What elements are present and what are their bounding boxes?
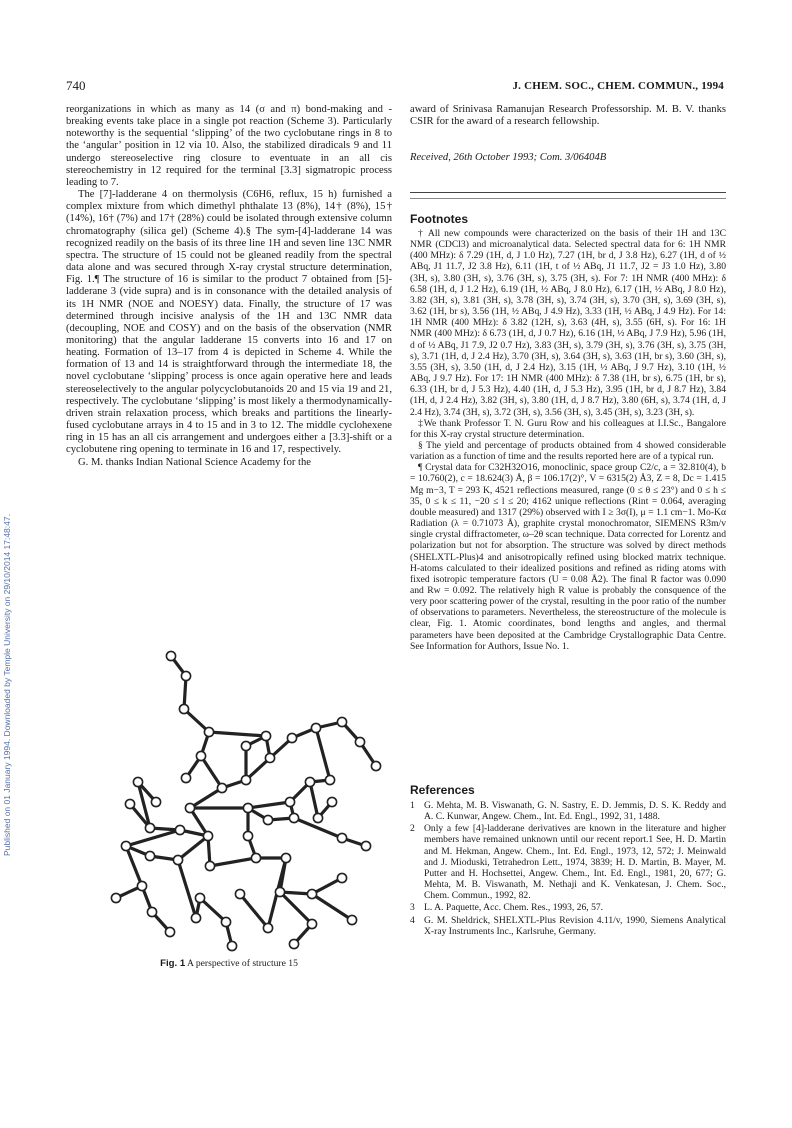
reference-number: 2 — [410, 823, 415, 835]
download-note — [2, 206, 16, 856]
atom — [145, 823, 154, 832]
atom — [181, 773, 190, 782]
atom — [241, 775, 250, 784]
atom — [281, 853, 290, 862]
footnote: † All new compounds were characterized on the basis of their 1H and 13C NMR (CDCl3) and microanalytical data. Selected spectral data for 6: 1H NMR (400 MHz): δ 7.29 (1H, d, J 1.0 Hz), 7.27 (1H, br d, J 3.8 Hz), 6.27 (1H, d of ½ ABq, J1 11.7, J2 3.8 Hz), 6.11 (1H, t of ½ ABq, J1 11.7, J2 = J3 1.0 Hz), 3.80 (3H, s), 3.80 (3H, s), 3.76 (3H, s), 3.75 (3H, s). For 7: 1H NMR (400 MHz): δ 6.58 (1H, d, J 1.2 Hz), 6.19 (1H, ½ ABq, J 8.0 Hz), 6.17 (1H, ½ ABq, J 8.0 Hz), 3.82 (3H, s), 3.81 (3H, s), 3.78 (3H, s), 3.74 (3H, s), 3.70 (3H, s), 3.69 (3H, s), 3.62 (1H, br s), 3.56 (1H, ½ ABq, J 4.9 Hz), 3.33 (1H, ½ ABq, J 4.9 Hz). For 14: 1H NMR (400 MHz): δ 3.82 (12H, s), 3.63 (4H, s), 3.55 (6H, s). For 16: 1H NMR (400 MHz): δ 6.73 (1H, d, J 0.7 Hz), 6.16 (1H, ½ ABq, J 7.9 Hz), 5.96 (1H, d of ½ ABq, J1 7.9, J2 0.7 Hz), 3.83 (3H, s), 3.79 (3H, s), 3.76 (3H, s), 3.75 (3H, s), 3.71 (1H, d, J 2.4 Hz), 3.70 (3H, s), 3.64 (3H, s), 3.63 (1H, br s), 3.60 (3H, s), 3.55 (3H, s), 3.50 (1H, d, J 2.4 Hz), 3.15 (1H, ½ ABq, J 9.7 Hz), 3.10 (1H, ½ ABq, J 9.7 Hz). For 17: 1H NMR (400 MHz): δ 7.38 (1H, br s), 6.75 (1H, br s), 6.33 (1H, br d, J 5.3 Hz), 4.40 (1H, d, J 5.3 Hz), 3.95 (1H, br d, J 8.7 Hz), 3.84 (1H, d, J 2.4 Hz), 3.82 (3H, s), 3.80 (1H, d, J 8.7 Hz), 3.80 (6H, s), 3.74 (1H, d, J 2.4 Hz), 3.74 (3H, s), 3.72 (3H, s), 3.56 (3H, s), 3.45 (3H, s), 3.23 (3H, s). — [410, 228, 726, 418]
atom — [181, 671, 190, 680]
atom — [289, 939, 298, 948]
bond — [178, 860, 196, 918]
reference-number: 1 — [410, 800, 415, 811]
footnote-list — [410, 228, 726, 652]
body-paragraph: The [7]-ladderane 4 on thermolysis (C6H6, reflux, 15 h) furnished a complex mixture from which dimethyl phthalate 13 (8%), 14† (8%), 15† (14%), 16† (7%) and 17† (28%) could be isolated through extensive column chromatography (silica gel) (Scheme 4).§ The sym-[4]-ladderane 14 was recognized readily on the basis of its three line 1H and seven line 13C NMR spectra. The structure of 15 could not be gleaned readily from the spectral data alone and was secured through X-ray crystal structure determination, Fig. 1.¶ The structure of 16 is similar to the product 7 obtained from [5]-ladderane 3 (vide supra) and is in consonance with the detailed analysis of its 1H NMR (NOE and NOESY) data. Finally, the structure of 17 was determined through incisive analysis of the 1H and 13C NMR data (decoupling, NOE and COSY) and on the basis of the observation (NMR monitoring) that the angular ladderane 15 converts into 16 and 17 on heating. Formation of 13–17 from 4 is depicted in Scheme 4. While the formation of 13 and 14 is straightforward through the intermediate 18, the novel cyclobutane ‘slipping’ process is once again operative here and leads stereoselectively to the angular polycyclobutanoids 20 and 15 via 19 and 21, respectively. The cyclobutane ‘slipping’ is most likely a thermodynamically-driven strain relaxation process, which breaks and partitions the linearly-fused cyclobutane arrays in 4 to 15 and in 3 to 12. The middle cyclohexene ring in 15 has an all cis arrangement and undergoes either a [3.3]-shift or a cyclobutene ring opening to terminate in 16 and 17, respectively. — [66, 189, 392, 456]
footnote: ¶ Crystal data for C32H32O16, monoclinic, space group C2/c, a = 32.810(4), b = 10.760(2), c = 18.624(3) Å, β = 106.17(2)°, V = 6315(2) Å3, Z = 8, Dc = 1.415 Mg m−3, T = 293 K, 4521 reflections measured, range (0 ≤ θ ≤ 23°) and 0 ≤ h ≤ 35, 0 ≤ k ≤ 11, −20 ≤ l ≤ 20; 4162 unique reflections (Rint = 0.064, averaging double measured) and 1317 (29%) observed with I ≥ 3σ(I), μ = 1.1 cm−1. Mo-Kα Radiation (λ = 0.71073 Å), graphite crystal monochromator, SIEMENS R3m/v single crystal diffractometer, ω–2θ scan technique. Data corrected for Lorentz and polarization but not for absorption. The structure was solved by direct methods (SHELXTL-Plus)4 and anisotropically refined using blocked matrix technique. H-atoms calculated to their idealized positions and refined as riding atoms with fixed isotropic temperature factors (U = 0.08 Å2). The final R factor was 0.090 and Rw = 0.092. The relatively high R value is probably the consquence of the very poor scattering power of the crystal, resulting in the poor ratio of the number of observations to parameters. Nevertheless, the stereostructure of the molecule is clear, Fig. 1. Atomic coordinates, bond lengths and angles, and thermal parameters have been deposited at the Cambridge Crystallographic Data Centre. See Information for Authors, Issue No. 1. — [410, 462, 726, 652]
atom — [196, 751, 205, 760]
divider — [410, 198, 726, 199]
atom — [361, 841, 370, 850]
atom — [203, 831, 212, 840]
divider — [410, 192, 726, 193]
acknowledgement-continued — [410, 104, 726, 128]
atom — [221, 917, 230, 926]
atom — [175, 825, 184, 834]
reference-text: G. M. Sheldrick, SHELXTL-Plus Revision 4.11/v, 1990, Siemens Analytical X-ray Instruments Inc., Karlsruhe, Germany. — [424, 914, 726, 937]
atom — [355, 737, 364, 746]
bond — [280, 892, 312, 924]
atom — [275, 887, 284, 896]
atom — [235, 889, 244, 898]
reference-list — [410, 800, 726, 938]
atom — [166, 651, 175, 660]
figure-caption-text: A perspective of structure 15 — [187, 958, 298, 969]
atom — [311, 723, 320, 732]
atom — [287, 733, 296, 742]
download-note-text: Published on 01 January 1994. Downloaded by Temple University on 29/10/2014 17:48:47. — [2, 514, 12, 856]
atom — [241, 741, 250, 750]
atom — [313, 813, 322, 822]
atom — [137, 881, 146, 890]
references-heading: References — [410, 783, 475, 797]
atom — [265, 753, 274, 762]
atom — [151, 797, 160, 806]
body-paragraph: award of Srinivasa Ramanujan Research Professorship. M. B. V. thanks CSIR for the award of a research fellowship. — [410, 104, 726, 128]
atom — [347, 915, 356, 924]
body-paragraph: reorganizations in which as many as 14 (σ and π) bond-making and -breaking events take place in a single pot reaction (Scheme 3). Particularly noteworthy is the sequential ‘slipping’ of the two cyclobutane rings in 8 to the ‘angular’ position in 12 via 10. Also, the stabilized diradicals 9 and 11 undergo stereoselective ring closure to eventuate in an all cis stereochemistry in 12 required for the terminal [3.3] sigmatropic process leading to 7. — [66, 104, 392, 188]
body-left-column — [66, 104, 392, 469]
atom — [261, 731, 270, 740]
reference-text: Only a few [4]-ladderane derivatives are known in the literature and higher members have remained unknown until our recent report.1 See, H. D. Martin and M. Hekman, Angew. Chem., Int. Ed. Engl., 1973, 12, 572; J. Meinwald and J. Mioduski, Tetrahedron Lett., 1974, 3839; H. D. Martin, B. Mayer, M. Putter and H. Hochsettei, Angew. Chem., Int. Ed. Engl., 1981, 20, 677; G. Mehta, M. B. Viswanath, M. Nethaji and K. Venkatesan, J. Chem. Soc., Chem. Commun., 1992, 82. — [424, 823, 726, 902]
atom — [305, 777, 314, 786]
bond — [190, 788, 222, 808]
bond — [310, 782, 318, 818]
atom — [179, 704, 188, 713]
footnote: § The yield and percentage of products obtained from 4 showed considerable variation as a function of time and the results reported here are of a typical run. — [410, 439, 726, 463]
atom — [204, 727, 213, 736]
atom — [145, 851, 154, 860]
reference-item — [410, 902, 726, 913]
atom — [185, 803, 194, 812]
atom — [165, 927, 174, 936]
page-number: 740 — [66, 78, 86, 93]
atom — [337, 873, 346, 882]
bond — [240, 894, 268, 928]
atom — [285, 797, 294, 806]
atom — [111, 893, 120, 902]
reference-text: L. A. Paquette, Acc. Chem. Res., 1993, 26, 57. — [424, 902, 604, 914]
bond — [312, 894, 352, 920]
footnote: ‡We thank Professor T. N. Guru Row and his colleagues at I.I.Sc., Bangalore for this X-ray crystal structure determination. — [410, 417, 726, 440]
atom — [195, 893, 204, 902]
reference-number: 3 — [410, 902, 415, 914]
atom — [327, 797, 336, 806]
atom — [173, 855, 182, 864]
atom — [243, 803, 252, 812]
crystal-structure-figure — [80, 632, 384, 954]
atom — [289, 813, 298, 822]
atom — [133, 777, 142, 786]
figure-caption — [66, 958, 392, 969]
atom — [263, 815, 272, 824]
received-line: Received, 26th October 1993; Com. 3/06404B — [410, 152, 607, 163]
bond — [316, 728, 330, 780]
atom — [125, 799, 134, 808]
bond — [248, 802, 290, 808]
reference-item — [410, 915, 726, 937]
bond — [209, 732, 266, 736]
body-paragraph: G. M. thanks Indian National Science Academy for the — [78, 456, 311, 468]
atom — [325, 775, 334, 784]
atom — [191, 913, 200, 922]
atom — [307, 889, 316, 898]
running-head: J. CHEM. SOC., CHEM. COMMUN., 1994 — [512, 80, 724, 92]
atom — [337, 833, 346, 842]
atom — [205, 861, 214, 870]
atom — [217, 783, 226, 792]
atom — [337, 717, 346, 726]
reference-item — [410, 800, 726, 822]
atom — [307, 919, 316, 928]
atom — [371, 761, 380, 770]
atom — [251, 853, 260, 862]
reference-text: G. Mehta, M. B. Viswanath, G. N. Sastry, E. D. Jemmis, D. S. K. Reddy and A. C. Kunwar, Angew. Chem., Int. Ed. Engl., 1992, 31, 1488. — [424, 800, 726, 823]
atom — [227, 941, 236, 950]
bond — [210, 858, 256, 866]
figure-label: Fig. 1 — [160, 958, 186, 969]
bond — [178, 836, 208, 860]
bond — [201, 756, 222, 788]
reference-item — [410, 823, 726, 901]
atom — [121, 841, 130, 850]
footnotes-heading: Footnotes — [410, 212, 468, 226]
atom — [243, 831, 252, 840]
reference-number: 4 — [410, 914, 415, 926]
atom — [147, 907, 156, 916]
atom — [263, 923, 272, 932]
